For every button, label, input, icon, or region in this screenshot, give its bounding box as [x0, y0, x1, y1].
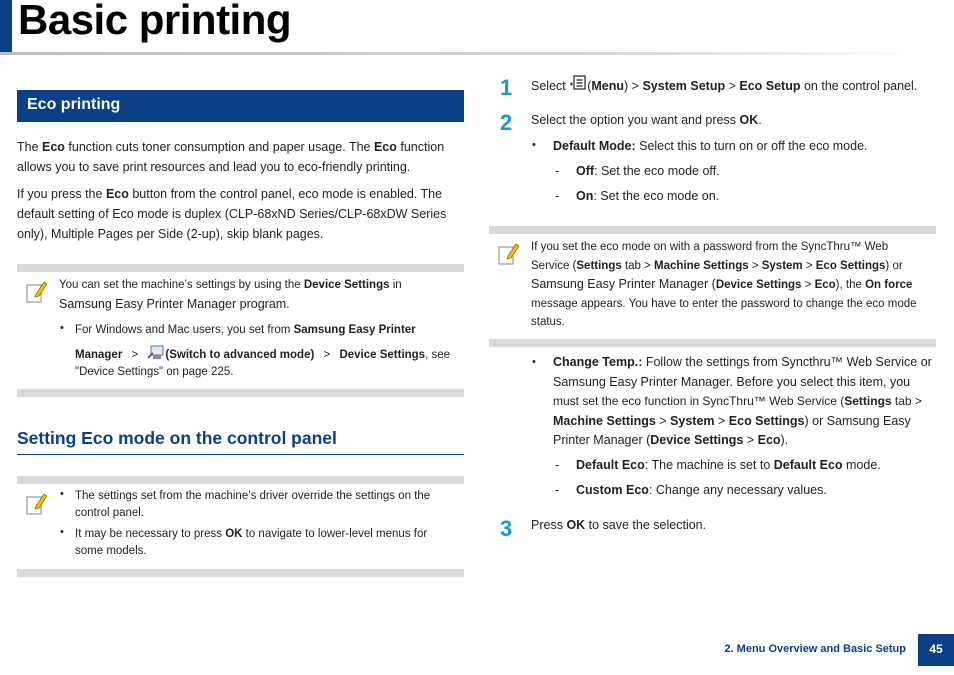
eco-button-paragraph: If you press the Eco button from the control panel, eco mode is enabled. The default setting of Eco mode is duplex (CLP-68xND Series/CLP-68xDW Series only), Multiple Pages per Side (2-up), skip blank pages.: [17, 187, 447, 241]
note3-text: If you set the eco mode on with a password from the SyncThru™ Web Service (Settings tab > Machine Settings > System > Eco Settings) or Samsung Easy Printer Manager (Device Settings > Eco), the On force message appears. You have to enter the password to change the eco mode status.: [531, 241, 917, 328]
change-temp-text: Change Temp.: Follow the settings from Syncthru™ Web Service or Samsung Easy Printer Manager. Before you select this item, you must set the eco function in SyncThru™ Web Service (Settings tab > Machine Settings > System > Eco Settings) or Samsung Easy Printer Manager (Device Settings > Eco).: [553, 355, 932, 447]
on-dash: -: [555, 189, 560, 203]
step-3-text: Press OK to save the selection.: [531, 518, 707, 532]
custom-eco-text: Custom Eco: Change any necessary values.: [576, 483, 827, 497]
control-panel-heading: Setting Eco mode on the control panel: [17, 428, 337, 448]
change-temp-bullet: •: [532, 356, 536, 368]
footer-chapter-label: 2. Menu Overview and Basic Setup: [724, 643, 906, 655]
note1-bullet: •: [60, 322, 64, 334]
step-number-3: 3: [500, 516, 513, 541]
title-accent-bar: [0, 0, 12, 52]
title-rule: [0, 52, 918, 55]
off-option-text: Off: Set the eco mode off.: [576, 164, 720, 178]
default-eco-text: Default Eco: The machine is set to Default Eco mode.: [576, 458, 881, 472]
default-mode-text: Default Mode: Select this to turn on or off the eco mode.: [553, 139, 868, 153]
note-pencil-icon: [25, 492, 47, 516]
eco-intro-paragraph: The Eco function cuts toner consumption and paper usage. The Eco function allows you to save print resources and lead you to eco-friendly printing.: [17, 140, 445, 174]
step-1-text: Select (Menu) > System Setup > Eco Setup on the control panel.: [531, 75, 941, 96]
default-eco-dash: -: [555, 458, 560, 472]
note2-bullet2-text: It may be necessary to press OK to navigate to lower-level menus for some models.: [75, 528, 428, 557]
note-pencil-icon: [25, 280, 47, 304]
heading-rule: [17, 454, 464, 455]
section-header-eco-printing: Eco printing: [17, 90, 464, 122]
note-pencil-icon: [497, 242, 519, 266]
step-2-text: Select the option you want and press OK.: [531, 113, 762, 127]
default-mode-bullet: •: [532, 139, 536, 151]
note2-bullet1-text: The settings set from the machine’s driver override the settings on the control panel.: [75, 490, 431, 519]
switch-advanced-mode-icon: [147, 345, 165, 361]
note1-text: You can set the machine’s settings by using the Device Settings in Samsung Easy Printer Manager program.: [59, 279, 402, 311]
note1-bullet-text: For Windows and Mac users, you set from Samsung Easy Printer Manager > (Switch to advanced mode) > Device Settings, see "Device Settings" on page 225.: [75, 324, 451, 378]
on-option-text: On: Set the eco mode on.: [576, 189, 720, 203]
custom-eco-dash: -: [555, 483, 560, 497]
menu-icon: [569, 75, 587, 93]
off-dash: -: [555, 164, 560, 178]
step-number-1: 1: [500, 75, 513, 100]
note2-bullet-2: •: [60, 526, 64, 538]
page-number: 45: [918, 634, 954, 666]
note2-bullet-1: •: [60, 488, 64, 500]
step-number-2: 2: [500, 110, 513, 135]
page-title: Basic printing: [18, 0, 292, 43]
